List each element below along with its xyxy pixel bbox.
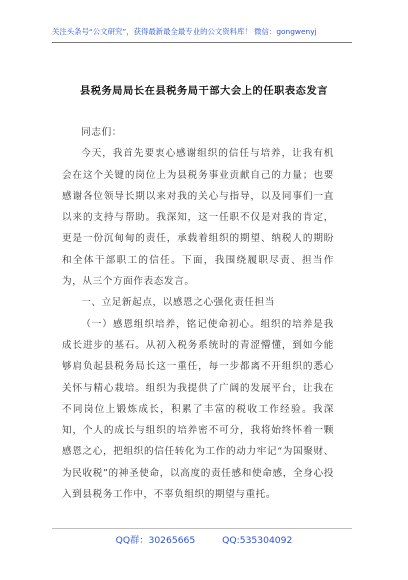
document-title: 县税务局局长在县税务局干部大会上的任职表态发言 bbox=[79, 86, 329, 97]
paragraph-intro: 今天，我首先要衷心感谢组织的信任与培养，让我有机会在这个关键的岗位上为县税务事业贡献自己的力量；也要感谢各位领导长期以来对我的关心与指导，以及同事们一直以来的支持与帮助。我深知，这一任职不仅是对我的肯定，更是一份沉甸甸的责任，承载着组织的期望、纳税人的期盼和全体干部职工的信任。下面，我围绕履职尽责、担当作为，从三个方面作表态发言。 bbox=[62, 148, 334, 288]
header-banner: 关注头条号“公文研究”，获得最新最全最专业的公文资料库！ 微信：gongwenyj bbox=[52, 27, 317, 36]
paragraph-subsection-1: （一）感恩组织培养，铭记使命初心。组织的培养是我成长进步的基石。从初入税务系统时的青涩懵懂，到如今能够肩负起县税务局长这一重任，每一步都离不开组织的悉心关怀与精心栽培。组织为我提供了广阔的发展平台，让我在不同岗位上锻炼成长，积累了丰富的税收工作经验。我深知，个人的成长与组织的培养密不可分，我将始终怀着一颗感恩之心，把组织的信任转化为工作的动力牢记“为国聚财、为民收税”的神圣使命，以高度的责任感和使命感，全身心投入到县税务工作中，不辜负组织的期望与重托。 bbox=[62, 318, 334, 501]
footer-qq-group: QQ群：30265665 bbox=[115, 535, 196, 546]
salutation: 同志们： bbox=[81, 127, 122, 138]
header-divider bbox=[52, 42, 352, 43]
section-heading-1: 一、立足新起点，以感恩之心强化责任担当 bbox=[81, 297, 275, 309]
footer-qq: QQ:535304092 bbox=[222, 535, 293, 546]
footer-divider bbox=[52, 528, 352, 529]
document-body bbox=[62, 122, 334, 505]
footer-contacts bbox=[0, 532, 408, 546]
